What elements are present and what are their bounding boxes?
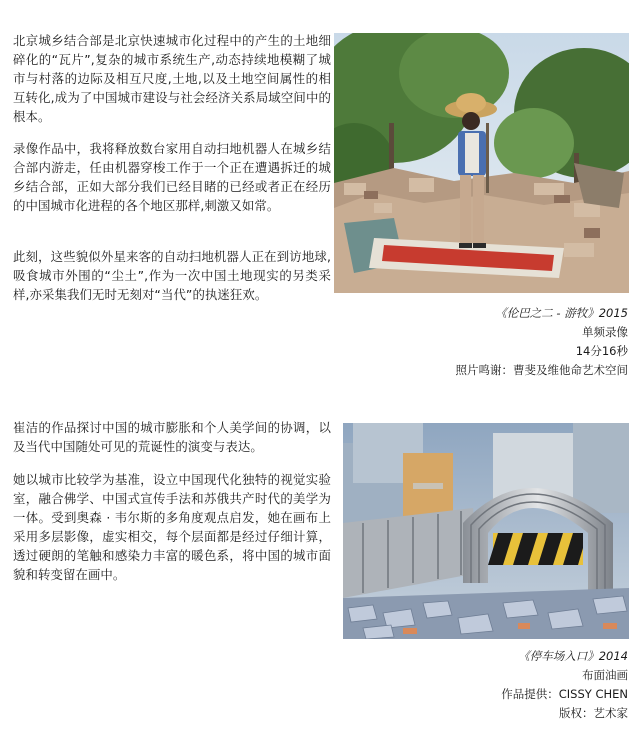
artwork-copyright: 版权：艺术家 — [559, 706, 628, 720]
artwork-duration: 14分16秒 — [575, 344, 628, 358]
section1-paragraph-1: 北京城乡结合部是北京快速城市化过程中的产生的土地细碎化的“瓦片”,复杂的城市系统生产,动态持续地模糊了城市与村落的边际及相互尺度,土地,以及土地空间属性的相互转化,成为了中国城市建设与社会经济关系局域空间中的根本。 — [13, 33, 331, 124]
parking-entrance-painting — [343, 423, 629, 639]
parking-entrance-illustration — [343, 423, 629, 639]
artwork-medium: 单频录像 — [582, 325, 628, 339]
section1-paragraph-3: 此刻，这些貌似外星来客的自动扫地机器人正在到访地球,吸食城市外围的“尘土”,作为一次中国土地现实的另类采样,亦采集我们无时无刻对“当代”的执迷狂欢。 — [13, 249, 331, 302]
rumba-nomad-photo — [334, 33, 629, 293]
section1-paragraph-2: 录像作品中，我将释放数台家用自动扫地机器人在城乡结合部内游走，任由机器穿梭工作于一个正在遭遇拆迁的城乡结合部，正如大部分我们已经目睹的已经或者正在经历的中国城市化进程的各个地区那样,刺激又如常。 — [13, 141, 331, 213]
artwork-title: 《停车场入口》2014 — [518, 649, 628, 663]
artwork-title: 《伦巴之二 - 游牧》2015 — [495, 306, 628, 320]
artwork-medium: 布面油画 — [582, 668, 628, 682]
photo-credit: 照片鸣谢：曹斐及维他命艺术空间 — [455, 363, 628, 377]
rumba-nomad-caption — [456, 304, 629, 380]
rubble-scene-illustration — [334, 33, 629, 293]
artwork-credit: 作品提供：CISSY CHEN — [501, 687, 628, 701]
section2-paragraph-2: 她以城市比较学为基准，设立中国现代化独特的视觉实验室，融合佛学、中国式宣传手法和苏俄共产时代的美学为一体。受到奥森 · 韦尔斯的多角度观点启发，她在画布上采用多层影像，虚实相交，每个层面都是经过仔细计算，透过硬朗的笔触和感染力丰富的暖色系，将中国的城市面貌和转变留在画中。 — [13, 472, 331, 582]
section2-paragraph-1: 崔洁的作品探讨中国的城市膨胀和个人美学间的协调，以及当代中国随处可见的荒诞性的演变与表达。 — [13, 420, 331, 454]
parking-entrance-caption — [501, 647, 628, 723]
